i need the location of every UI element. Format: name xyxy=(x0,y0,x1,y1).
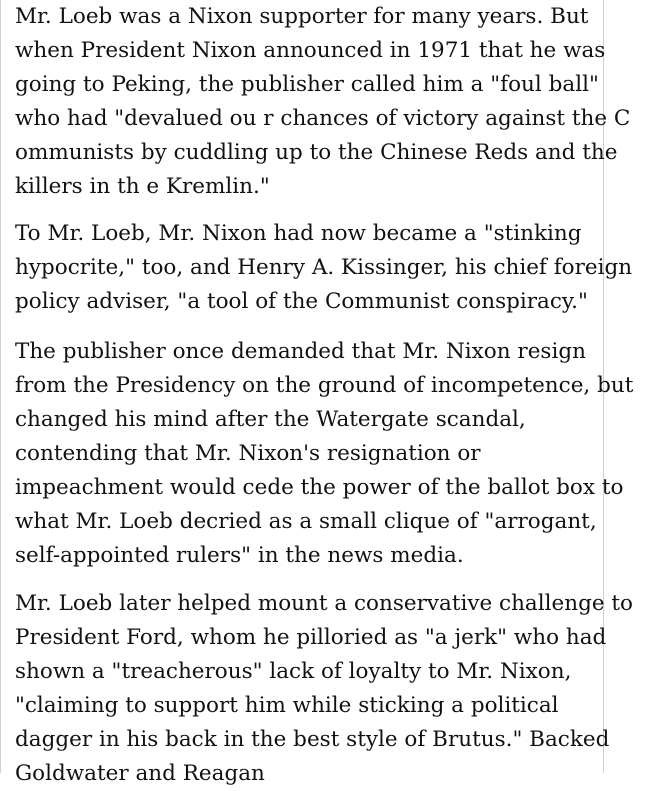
text-line: who had "devalued ou r chances of victory against the C xyxy=(15,106,631,131)
paragraph-2 xyxy=(1,217,633,319)
text-line: Mr. Loeb was a Nixon supporter for many years. But xyxy=(15,4,589,29)
text-line: going to Peking, the publisher called him a "foul ball" xyxy=(15,72,599,97)
text-line: Mr. Loeb later helped mount a conservative challenge to xyxy=(15,591,633,616)
text-line: ommunists by cuddling up to the Chinese Reds and the xyxy=(15,140,618,165)
paragraph-4 xyxy=(1,587,633,791)
text-line: dagger in his back in the best style of Brutus." Backed xyxy=(15,727,610,752)
text-line: contending that Mr. Nixon's resignation or xyxy=(15,441,481,466)
text-line: killers in th e Kremlin." xyxy=(15,174,270,199)
text-line: "claiming to support him while sticking a political xyxy=(15,693,559,718)
text-line: from the Presidency on the ground of incompetence, but xyxy=(15,373,634,398)
text-line: changed his mind after the Watergate scandal, xyxy=(15,407,526,432)
text-line: self-appointed rulers" in the news media. xyxy=(15,543,464,568)
paragraph-3 xyxy=(1,335,634,573)
text-line: President Ford, whom he pilloried as "a jerk" who had xyxy=(15,625,607,650)
text-line: To Mr. Loeb, Mr. Nixon had now became a "stinking xyxy=(15,221,582,246)
text-line: policy adviser, "a tool of the Communist conspiracy." xyxy=(15,289,588,314)
text-line: hypocrite," too, and Henry A. Kissinger, his chief foreign xyxy=(15,255,633,280)
text-line: impeachment would cede the power of the ballot box to xyxy=(15,475,624,500)
text-line: Goldwater and Reagan xyxy=(15,761,265,786)
text-line: shown a "treacherous" lack of loyalty to Mr. Nixon, xyxy=(15,659,572,684)
text-line: when President Nixon announced in 1971 that he was xyxy=(15,38,606,63)
text-line: what Mr. Loeb decried as a small clique of "arrogant, xyxy=(15,509,597,534)
paragraph-1 xyxy=(1,0,631,204)
text-line: The publisher once demanded that Mr. Nixon resign xyxy=(15,339,586,364)
